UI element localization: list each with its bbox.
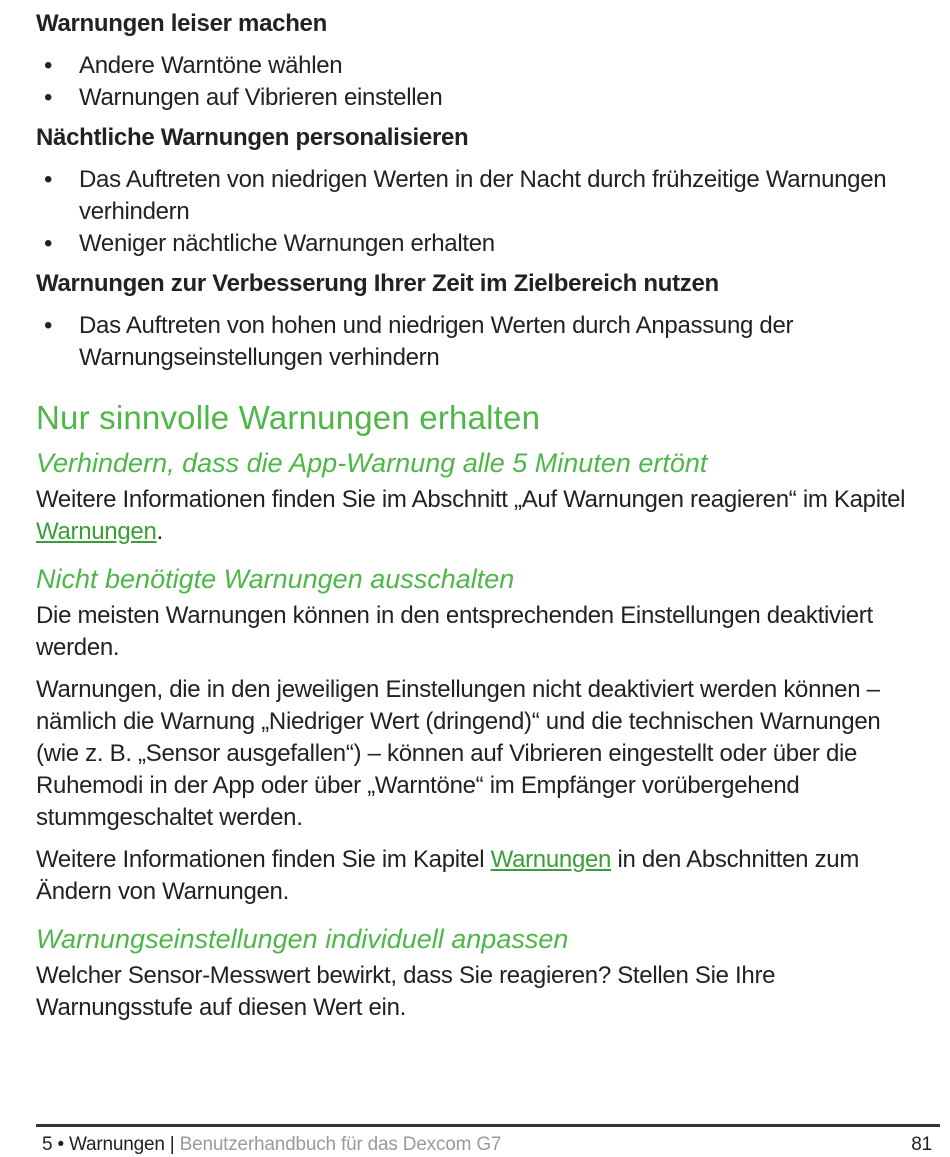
page-footer: [36, 1124, 940, 1157]
footer-chapter: 5 • Warnungen: [42, 1134, 165, 1155]
link-warnungen[interactable]: Warnungen: [36, 518, 157, 545]
footer-left: [36, 1133, 501, 1157]
bullet-list: [36, 164, 926, 260]
section-time-in-range: [36, 268, 926, 374]
footer-book-title: Benutzerhandbuch für das Dexcom G7: [179, 1134, 502, 1155]
section-night-alerts: [36, 122, 926, 260]
paragraph-text: Weitere Informationen finden Sie im Kapitel: [36, 846, 491, 873]
list-item: • Das Auftreten von hohen und niedrigen Werten durch Anpassung der Warnungseinstellungen verhindern: [36, 310, 926, 374]
page-content: [36, 0, 926, 1034]
link-warnungen[interactable]: Warnungen: [490, 846, 612, 873]
topic-app-alert-repeat: [36, 446, 926, 548]
list-item: • Andere Warntöne wählen: [36, 50, 926, 82]
page-number: 81: [911, 1134, 932, 1155]
paragraph: Die meisten Warnungen können in den entsprechenden Einstellungen deaktiviert werden.: [36, 602, 873, 661]
main-section-title: Nur sinnvolle Warnungen erhalten: [36, 399, 541, 436]
list-item: • Das Auftreten von niedrigen Werten in der Nacht durch frühzeitige Warnungen verhindern: [36, 164, 926, 228]
footer-separator: |: [164, 1134, 180, 1155]
paragraph: Warnungen, die in den jeweiligen Einstellungen nicht deaktiviert werden können – nämlich die Warnung „Niedriger Wert (dringend)“ und die technischen Warnungen (wie z. B. „Sensor ausgefallen“) – können auf Vibrieren eingestellt oder über die Ruhemodi in der App oder über „Warntöne“ im Empfänger vorübergehend stummgeschaltet werden.: [36, 676, 881, 831]
paragraph-text: in den Abschnitten zum Ändern von Warnungen.: [36, 846, 860, 905]
topic-title: Warnungseinstellungen individuell anpassen: [36, 924, 569, 954]
bullet-list: [36, 50, 926, 114]
section-quieter-alerts: [36, 8, 926, 114]
list-item: • Warnungen auf Vibrieren einstellen: [36, 82, 926, 114]
section-heading: Warnungen zur Verbesserung Ihrer Zeit im Zielbereich nutzen: [36, 270, 719, 297]
topic-title: Verhindern, dass die App-Warnung alle 5 Minuten ertönt: [36, 448, 708, 478]
section-heading: Warnungen leiser machen: [36, 10, 327, 37]
paragraph-text: Weitere Informationen finden Sie im Abschnitt „Auf Warnungen reagieren“ im Kapitel: [36, 486, 906, 513]
paragraph: [36, 844, 926, 908]
bullet-list: [36, 310, 926, 374]
section-heading: Nächtliche Warnungen personalisieren: [36, 124, 469, 151]
paragraph: [36, 484, 926, 548]
paragraph: Welcher Sensor-Messwert bewirkt, dass Sie reagieren? Stellen Sie Ihre Warnungsstufe auf diesen Wert ein.: [36, 962, 776, 1021]
list-item: • Weniger nächtliche Warnungen erhalten: [36, 228, 926, 260]
paragraph-text: .: [156, 518, 163, 545]
topic-title: Nicht benötigte Warnungen ausschalten: [36, 564, 515, 594]
topic-disable-alerts: [36, 562, 926, 908]
topic-customize-settings: [36, 922, 926, 1024]
